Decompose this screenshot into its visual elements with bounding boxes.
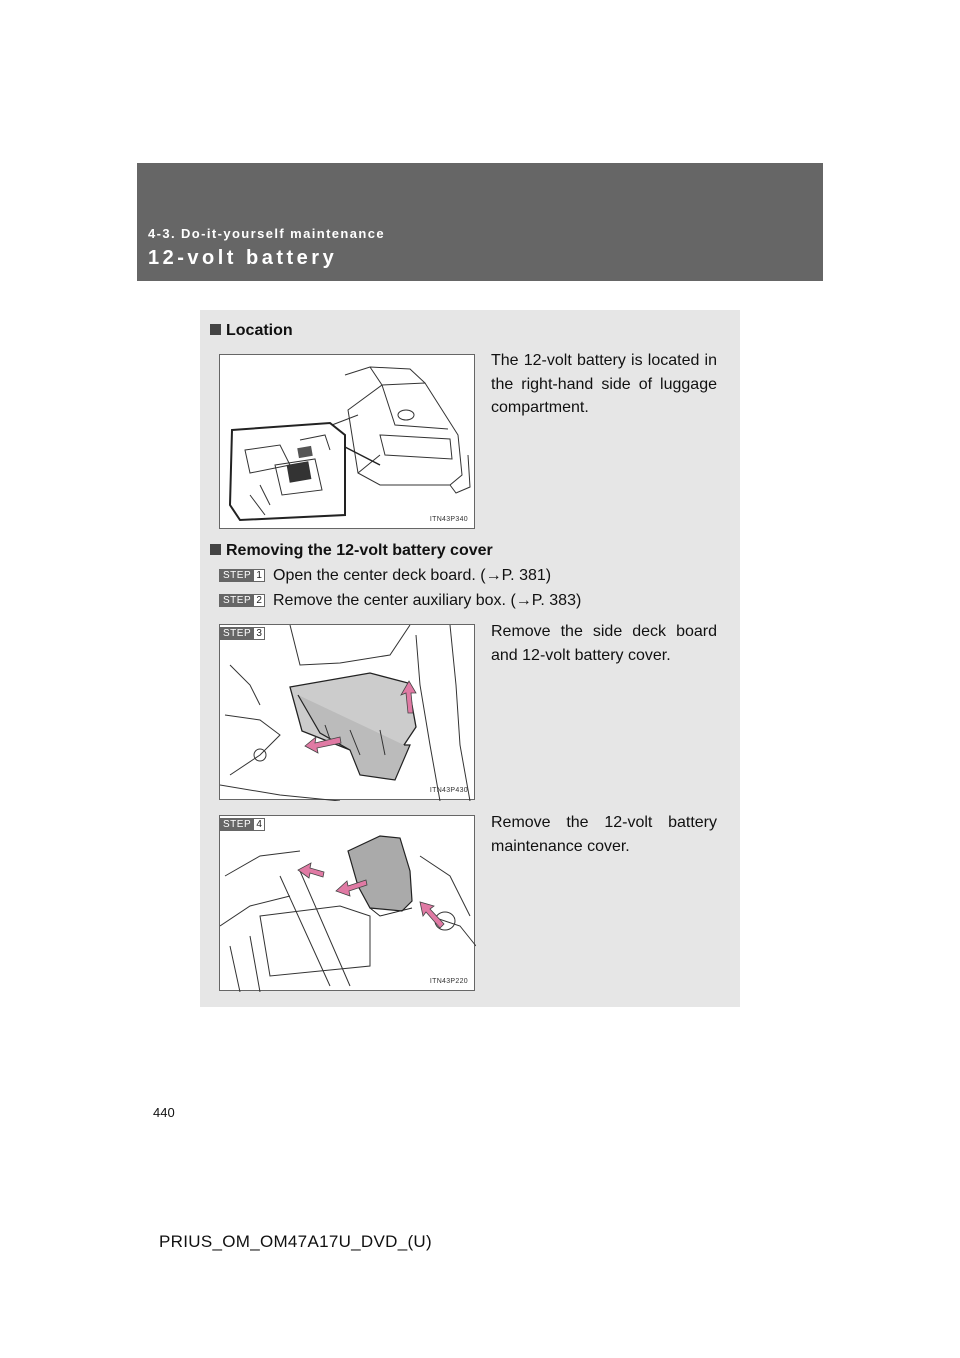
step-badge-3	[219, 627, 265, 640]
removing-heading	[210, 542, 493, 560]
document-footer: PRIUS_OM_OM47A17U_DVD_(U)	[159, 1232, 432, 1251]
step-badge-4	[219, 818, 265, 831]
figure-code: ITN43P340	[429, 516, 468, 523]
step-label: STEP	[219, 818, 254, 831]
section-label: 4-3. Do-it-yourself maintenance	[148, 226, 385, 241]
square-bullet-icon	[210, 544, 221, 555]
page-number: 440	[153, 1105, 175, 1120]
step-number: 3	[254, 627, 265, 640]
step-4-figure	[219, 815, 475, 991]
figure-code: ITN43P220	[429, 978, 468, 985]
square-bullet-icon	[210, 324, 221, 335]
location-text: The 12-volt battery is located in the right-hand side of luggage compartment.	[491, 352, 717, 416]
battery-cover-illustration	[220, 625, 476, 801]
step-3-text: Remove the side deck board and 12-volt battery cover.	[491, 623, 717, 664]
step-1-text: Open the center deck board. (→P. 381)	[273, 567, 552, 584]
car-trunk-illustration	[220, 355, 476, 530]
step-3-figure	[219, 624, 475, 800]
section-header	[137, 163, 823, 281]
step-label: STEP	[219, 569, 254, 582]
page-title: 12-volt battery	[148, 247, 338, 269]
step-badge-2	[219, 594, 265, 607]
location-heading	[210, 322, 293, 340]
location-heading-text: Location	[226, 322, 293, 339]
figure-code: ITN43P430	[429, 787, 468, 794]
step-number: 4	[254, 818, 265, 831]
step-number: 1	[254, 569, 265, 582]
removing-heading-text: Removing the 12-volt battery cover	[226, 542, 493, 559]
step-number: 2	[254, 594, 265, 607]
maintenance-cover-illustration	[220, 816, 476, 992]
location-figure	[219, 354, 475, 529]
step-label: STEP	[219, 594, 254, 607]
step-2-text: Remove the center auxiliary box. (→P. 383)	[273, 592, 582, 609]
step-label: STEP	[219, 627, 254, 640]
step-badge-1	[219, 569, 265, 582]
step-4-text: Remove the 12-volt battery maintenance cover.	[491, 814, 717, 855]
